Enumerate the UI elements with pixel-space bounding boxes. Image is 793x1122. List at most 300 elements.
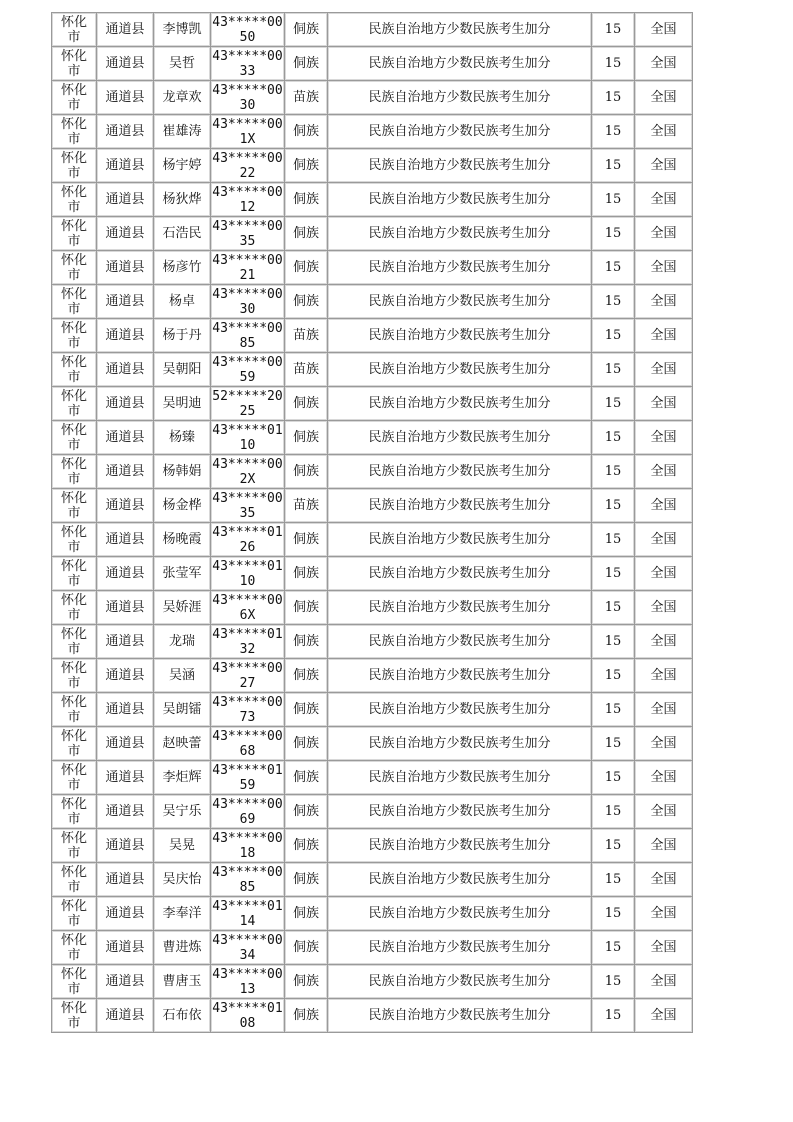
city-cell (52, 353, 97, 387)
ethnicity-cell: 侗族 (285, 829, 328, 863)
id-number-cell: 43*****0030 (212, 286, 283, 317)
table-row (52, 625, 693, 659)
city-cell (52, 319, 97, 353)
bonus-points-cell: 15 (592, 965, 635, 999)
student-name-cell: 杨卓 (154, 285, 211, 319)
id-number-cell: 43*****0027 (212, 660, 283, 691)
scope-cell: 全国 (635, 217, 693, 251)
scope-cell: 全国 (635, 421, 693, 455)
city-text: 怀化市 (60, 1000, 87, 1031)
scope-cell: 全国 (635, 591, 693, 625)
ethnicity-cell: 侗族 (285, 387, 328, 421)
id-number-cell: 43*****0068 (212, 728, 283, 759)
ethnicity-cell: 苗族 (285, 353, 328, 387)
bonus-points-cell: 15 (592, 81, 635, 115)
ethnicity-cell: 侗族 (285, 625, 328, 659)
city-text: 怀化市 (60, 796, 87, 827)
id-number-cell: 43*****0085 (212, 320, 283, 351)
bonus-points-cell: 15 (592, 353, 635, 387)
id-number-cell: 43*****0021 (212, 252, 283, 283)
student-name-cell: 张莹军 (154, 557, 211, 591)
bonus-points-cell: 15 (592, 251, 635, 285)
ethnicity-cell: 侗族 (285, 999, 328, 1033)
ethnicity-cell: 侗族 (285, 761, 328, 795)
city-cell (52, 81, 97, 115)
bonus-points-cell: 15 (592, 761, 635, 795)
ethnicity-cell: 侗族 (285, 727, 328, 761)
scope-cell: 全国 (635, 829, 693, 863)
ethnicity-cell: 侗族 (285, 13, 328, 47)
bonus-item-cell: 民族自治地方少数民族考生加分 (328, 319, 592, 353)
bonus-points-cell: 15 (592, 999, 635, 1033)
bonus-item-cell: 民族自治地方少数民族考生加分 (328, 183, 592, 217)
bonus-item-cell: 民族自治地方少数民族考生加分 (328, 421, 592, 455)
bonus-points-cell: 15 (592, 727, 635, 761)
table-row (52, 455, 693, 489)
scope-cell: 全国 (635, 659, 693, 693)
county-cell: 通道县 (97, 557, 154, 591)
county-cell: 通道县 (97, 149, 154, 183)
city-cell (52, 965, 97, 999)
city-cell (52, 727, 97, 761)
scope-cell: 全国 (635, 183, 693, 217)
city-text: 怀化市 (60, 626, 87, 657)
student-name-cell: 杨金桦 (154, 489, 211, 523)
ethnicity-cell: 侗族 (285, 863, 328, 897)
id-number-cell: 43*****0085 (212, 864, 283, 895)
scope-cell: 全国 (635, 897, 693, 931)
bonus-item-cell: 民族自治地方少数民族考生加分 (328, 727, 592, 761)
bonus-item-cell: 民族自治地方少数民族考生加分 (328, 115, 592, 149)
id-number-cell: 43*****0108 (212, 1000, 283, 1031)
student-name-cell: 崔雄涛 (154, 115, 211, 149)
ethnicity-cell: 侗族 (285, 285, 328, 319)
bonus-item-cell: 民族自治地方少数民族考生加分 (328, 829, 592, 863)
county-cell: 通道县 (97, 693, 154, 727)
ethnicity-cell: 苗族 (285, 319, 328, 353)
county-cell: 通道县 (97, 591, 154, 625)
county-cell: 通道县 (97, 183, 154, 217)
id-number-cell: 43*****0132 (212, 626, 283, 657)
city-text: 怀化市 (60, 218, 87, 249)
ethnicity-cell: 侗族 (285, 965, 328, 999)
bonus-points-cell: 15 (592, 829, 635, 863)
bonus-item-cell: 民族自治地方少数民族考生加分 (328, 931, 592, 965)
id-number-cell: 43*****0035 (212, 490, 283, 521)
table-row (52, 149, 693, 183)
student-name-cell: 石布依 (154, 999, 211, 1033)
city-text: 怀化市 (60, 592, 87, 623)
student-name-cell: 吴朝阳 (154, 353, 211, 387)
scope-cell: 全国 (635, 387, 693, 421)
id-number-cell: 43*****001X (212, 116, 283, 147)
city-cell (52, 625, 97, 659)
table-row (52, 557, 693, 591)
city-text: 怀化市 (60, 456, 87, 487)
id-number-cell: 43*****0030 (212, 82, 283, 113)
bonus-points-cell: 15 (592, 387, 635, 421)
bonus-item-cell: 民族自治地方少数民族考生加分 (328, 999, 592, 1033)
bonus-item-cell: 民族自治地方少数民族考生加分 (328, 81, 592, 115)
student-name-cell: 李博凯 (154, 13, 211, 47)
id-number-cell: 43*****0012 (212, 184, 283, 215)
table-row (52, 693, 693, 727)
bonus-item-cell: 民族自治地方少数民族考生加分 (328, 897, 592, 931)
bonus-points-cell: 15 (592, 455, 635, 489)
table-row (52, 965, 693, 999)
city-text: 怀化市 (60, 932, 87, 963)
scope-cell: 全国 (635, 81, 693, 115)
ethnicity-cell: 侗族 (285, 421, 328, 455)
bonus-points-cell: 15 (592, 863, 635, 897)
table-body (52, 13, 693, 1033)
bonus-item-cell: 民族自治地方少数民族考生加分 (328, 761, 592, 795)
bonus-points-cell: 15 (592, 523, 635, 557)
county-cell: 通道县 (97, 931, 154, 965)
county-cell: 通道县 (97, 47, 154, 81)
bonus-points-cell: 15 (592, 421, 635, 455)
ethnicity-cell: 侗族 (285, 557, 328, 591)
student-name-cell: 杨宇婷 (154, 149, 211, 183)
ethnicity-cell: 侗族 (285, 693, 328, 727)
county-cell: 通道县 (97, 81, 154, 115)
bonus-item-cell: 民族自治地方少数民族考生加分 (328, 455, 592, 489)
bonus-points-cell: 15 (592, 897, 635, 931)
city-text: 怀化市 (60, 150, 87, 181)
student-name-cell: 石浩民 (154, 217, 211, 251)
ethnicity-cell: 侗族 (285, 217, 328, 251)
city-cell (52, 421, 97, 455)
city-cell (52, 455, 97, 489)
bonus-item-cell: 民族自治地方少数民族考生加分 (328, 47, 592, 81)
bonus-points-cell: 15 (592, 557, 635, 591)
city-text: 怀化市 (60, 286, 87, 317)
county-cell: 通道县 (97, 217, 154, 251)
student-name-cell: 吴朗镭 (154, 693, 211, 727)
city-cell (52, 693, 97, 727)
county-cell: 通道县 (97, 829, 154, 863)
student-name-cell: 赵映蕾 (154, 727, 211, 761)
bonus-points-cell: 15 (592, 591, 635, 625)
city-text: 怀化市 (60, 762, 87, 793)
city-cell (52, 829, 97, 863)
city-cell (52, 183, 97, 217)
city-text: 怀化市 (60, 184, 87, 215)
scope-cell: 全国 (635, 727, 693, 761)
scope-cell: 全国 (635, 931, 693, 965)
student-name-cell: 李奉洋 (154, 897, 211, 931)
county-cell: 通道县 (97, 13, 154, 47)
id-number-cell: 43*****0034 (212, 932, 283, 963)
county-cell: 通道县 (97, 115, 154, 149)
city-text: 怀化市 (60, 660, 87, 691)
bonus-item-cell: 民族自治地方少数民族考生加分 (328, 251, 592, 285)
table-row (52, 421, 693, 455)
bonus-item-cell: 民族自治地方少数民族考生加分 (328, 353, 592, 387)
city-text: 怀化市 (60, 966, 87, 997)
county-cell: 通道县 (97, 795, 154, 829)
bonus-points-table (51, 12, 693, 1033)
bonus-item-cell: 民族自治地方少数民族考生加分 (328, 217, 592, 251)
table-row (52, 659, 693, 693)
city-cell (52, 523, 97, 557)
city-cell (52, 387, 97, 421)
bonus-item-cell: 民族自治地方少数民族考生加分 (328, 13, 592, 47)
id-number-cell: 43*****0018 (212, 830, 283, 861)
id-number-cell: 43*****0013 (212, 966, 283, 997)
bonus-points-cell: 15 (592, 183, 635, 217)
scope-cell: 全国 (635, 251, 693, 285)
student-name-cell: 吴哲 (154, 47, 211, 81)
ethnicity-cell: 苗族 (285, 81, 328, 115)
city-text: 怀化市 (60, 898, 87, 929)
table-row (52, 387, 693, 421)
scope-cell: 全国 (635, 319, 693, 353)
county-cell: 通道县 (97, 319, 154, 353)
student-name-cell: 曹唐玉 (154, 965, 211, 999)
county-cell: 通道县 (97, 727, 154, 761)
scope-cell: 全国 (635, 999, 693, 1033)
county-cell: 通道县 (97, 455, 154, 489)
bonus-points-cell: 15 (592, 931, 635, 965)
id-number-cell: 43*****006X (212, 592, 283, 623)
city-text: 怀化市 (60, 14, 87, 45)
id-number-cell: 43*****0114 (212, 898, 283, 929)
city-cell (52, 591, 97, 625)
bonus-points-cell: 15 (592, 659, 635, 693)
bonus-item-cell: 民族自治地方少数民族考生加分 (328, 387, 592, 421)
city-text: 怀化市 (60, 354, 87, 385)
ethnicity-cell: 侗族 (285, 523, 328, 557)
city-cell (52, 13, 97, 47)
scope-cell: 全国 (635, 761, 693, 795)
ethnicity-cell: 侗族 (285, 591, 328, 625)
county-cell: 通道县 (97, 625, 154, 659)
county-cell: 通道县 (97, 965, 154, 999)
bonus-points-cell: 15 (592, 13, 635, 47)
table-row (52, 217, 693, 251)
bonus-item-cell: 民族自治地方少数民族考生加分 (328, 659, 592, 693)
city-cell (52, 761, 97, 795)
table-row (52, 795, 693, 829)
student-name-cell: 杨狄烨 (154, 183, 211, 217)
city-cell (52, 489, 97, 523)
city-text: 怀化市 (60, 422, 87, 453)
id-number-cell: 43*****002X (212, 456, 283, 487)
id-number-cell: 43*****0159 (212, 762, 283, 793)
id-number-cell: 52*****2025 (212, 388, 283, 419)
ethnicity-cell: 侗族 (285, 115, 328, 149)
city-cell (52, 557, 97, 591)
bonus-item-cell: 民族自治地方少数民族考生加分 (328, 523, 592, 557)
student-name-cell: 杨臻 (154, 421, 211, 455)
id-number-cell: 43*****0033 (212, 48, 283, 79)
student-name-cell: 杨彦竹 (154, 251, 211, 285)
student-name-cell: 杨于丹 (154, 319, 211, 353)
bonus-item-cell: 民族自治地方少数民族考生加分 (328, 693, 592, 727)
id-number-cell: 43*****0110 (212, 558, 283, 589)
bonus-points-cell: 15 (592, 217, 635, 251)
table-row (52, 489, 693, 523)
table-row (52, 251, 693, 285)
table-row (52, 727, 693, 761)
bonus-points-cell: 15 (592, 47, 635, 81)
city-cell (52, 149, 97, 183)
county-cell: 通道县 (97, 761, 154, 795)
table-row (52, 591, 693, 625)
city-text: 怀化市 (60, 490, 87, 521)
city-text: 怀化市 (60, 728, 87, 759)
ethnicity-cell: 侗族 (285, 931, 328, 965)
county-cell: 通道县 (97, 489, 154, 523)
scope-cell: 全国 (635, 149, 693, 183)
ethnicity-cell: 侗族 (285, 897, 328, 931)
city-text: 怀化市 (60, 320, 87, 351)
city-text: 怀化市 (60, 48, 87, 79)
scope-cell: 全国 (635, 693, 693, 727)
scope-cell: 全国 (635, 965, 693, 999)
scope-cell: 全国 (635, 863, 693, 897)
county-cell: 通道县 (97, 251, 154, 285)
city-cell (52, 251, 97, 285)
city-text: 怀化市 (60, 116, 87, 147)
scope-cell: 全国 (635, 455, 693, 489)
id-number-cell: 43*****0110 (212, 422, 283, 453)
county-cell: 通道县 (97, 863, 154, 897)
bonus-item-cell: 民族自治地方少数民族考生加分 (328, 625, 592, 659)
id-number-cell: 43*****0059 (212, 354, 283, 385)
student-name-cell: 曹进炼 (154, 931, 211, 965)
scope-cell: 全国 (635, 353, 693, 387)
city-text: 怀化市 (60, 830, 87, 861)
city-text: 怀化市 (60, 694, 87, 725)
bonus-item-cell: 民族自治地方少数民族考生加分 (328, 285, 592, 319)
city-text: 怀化市 (60, 82, 87, 113)
scope-cell: 全国 (635, 115, 693, 149)
table-row (52, 183, 693, 217)
ethnicity-cell: 侗族 (285, 149, 328, 183)
table-row (52, 931, 693, 965)
ethnicity-cell: 侗族 (285, 251, 328, 285)
table-row (52, 999, 693, 1033)
county-cell: 通道县 (97, 999, 154, 1033)
table-row (52, 897, 693, 931)
bonus-item-cell: 民族自治地方少数民族考生加分 (328, 795, 592, 829)
table-row (52, 523, 693, 557)
ethnicity-cell: 侗族 (285, 795, 328, 829)
ethnicity-cell: 侗族 (285, 47, 328, 81)
student-name-cell: 吴娇涯 (154, 591, 211, 625)
bonus-points-cell: 15 (592, 319, 635, 353)
city-cell (52, 795, 97, 829)
table-row (52, 81, 693, 115)
bonus-points-cell: 15 (592, 795, 635, 829)
county-cell: 通道县 (97, 523, 154, 557)
scope-cell: 全国 (635, 47, 693, 81)
scope-cell: 全国 (635, 489, 693, 523)
id-number-cell: 43*****0035 (212, 218, 283, 249)
city-text: 怀化市 (60, 524, 87, 555)
table-row (52, 47, 693, 81)
city-cell (52, 47, 97, 81)
student-name-cell: 吴涵 (154, 659, 211, 693)
student-name-cell: 龙章欢 (154, 81, 211, 115)
county-cell: 通道县 (97, 353, 154, 387)
bonus-item-cell: 民族自治地方少数民族考生加分 (328, 591, 592, 625)
city-text: 怀化市 (60, 558, 87, 589)
ethnicity-cell: 侗族 (285, 183, 328, 217)
bonus-item-cell: 民族自治地方少数民族考生加分 (328, 557, 592, 591)
student-name-cell: 杨晚霞 (154, 523, 211, 557)
county-cell: 通道县 (97, 285, 154, 319)
table-row (52, 761, 693, 795)
id-number-cell: 43*****0069 (212, 796, 283, 827)
bonus-points-cell: 15 (592, 489, 635, 523)
city-cell (52, 863, 97, 897)
id-number-cell: 43*****0050 (212, 14, 283, 45)
county-cell: 通道县 (97, 387, 154, 421)
table-row (52, 115, 693, 149)
student-name-cell: 杨韩娟 (154, 455, 211, 489)
scope-cell: 全国 (635, 13, 693, 47)
bonus-item-cell: 民族自治地方少数民族考生加分 (328, 965, 592, 999)
city-text: 怀化市 (60, 388, 87, 419)
bonus-points-cell: 15 (592, 285, 635, 319)
county-cell: 通道县 (97, 659, 154, 693)
city-text: 怀化市 (60, 252, 87, 283)
bonus-item-cell: 民族自治地方少数民族考生加分 (328, 863, 592, 897)
county-cell: 通道县 (97, 897, 154, 931)
table-row (52, 319, 693, 353)
bonus-points-cell: 15 (592, 693, 635, 727)
city-cell (52, 999, 97, 1033)
scope-cell: 全国 (635, 523, 693, 557)
student-name-cell: 龙瑞 (154, 625, 211, 659)
scope-cell: 全国 (635, 795, 693, 829)
ethnicity-cell: 苗族 (285, 489, 328, 523)
student-name-cell: 吴宁乐 (154, 795, 211, 829)
city-cell (52, 217, 97, 251)
table-row (52, 285, 693, 319)
table-row (52, 13, 693, 47)
city-cell (52, 659, 97, 693)
bonus-item-cell: 民族自治地方少数民族考生加分 (328, 149, 592, 183)
student-name-cell: 吴晃 (154, 829, 211, 863)
bonus-points-cell: 15 (592, 625, 635, 659)
city-cell (52, 115, 97, 149)
county-cell: 通道县 (97, 421, 154, 455)
scope-cell: 全国 (635, 285, 693, 319)
city-cell (52, 931, 97, 965)
table-row (52, 353, 693, 387)
student-name-cell: 李炬辉 (154, 761, 211, 795)
ethnicity-cell: 侗族 (285, 659, 328, 693)
ethnicity-cell: 侗族 (285, 455, 328, 489)
city-cell (52, 897, 97, 931)
table-row (52, 863, 693, 897)
id-number-cell: 43*****0022 (212, 150, 283, 181)
scope-cell: 全国 (635, 557, 693, 591)
scope-cell: 全国 (635, 625, 693, 659)
student-name-cell: 吴明迪 (154, 387, 211, 421)
bonus-points-cell: 15 (592, 115, 635, 149)
id-number-cell: 43*****0073 (212, 694, 283, 725)
bonus-points-cell: 15 (592, 149, 635, 183)
id-number-cell: 43*****0126 (212, 524, 283, 555)
bonus-item-cell: 民族自治地方少数民族考生加分 (328, 489, 592, 523)
city-text: 怀化市 (60, 864, 87, 895)
city-cell (52, 285, 97, 319)
